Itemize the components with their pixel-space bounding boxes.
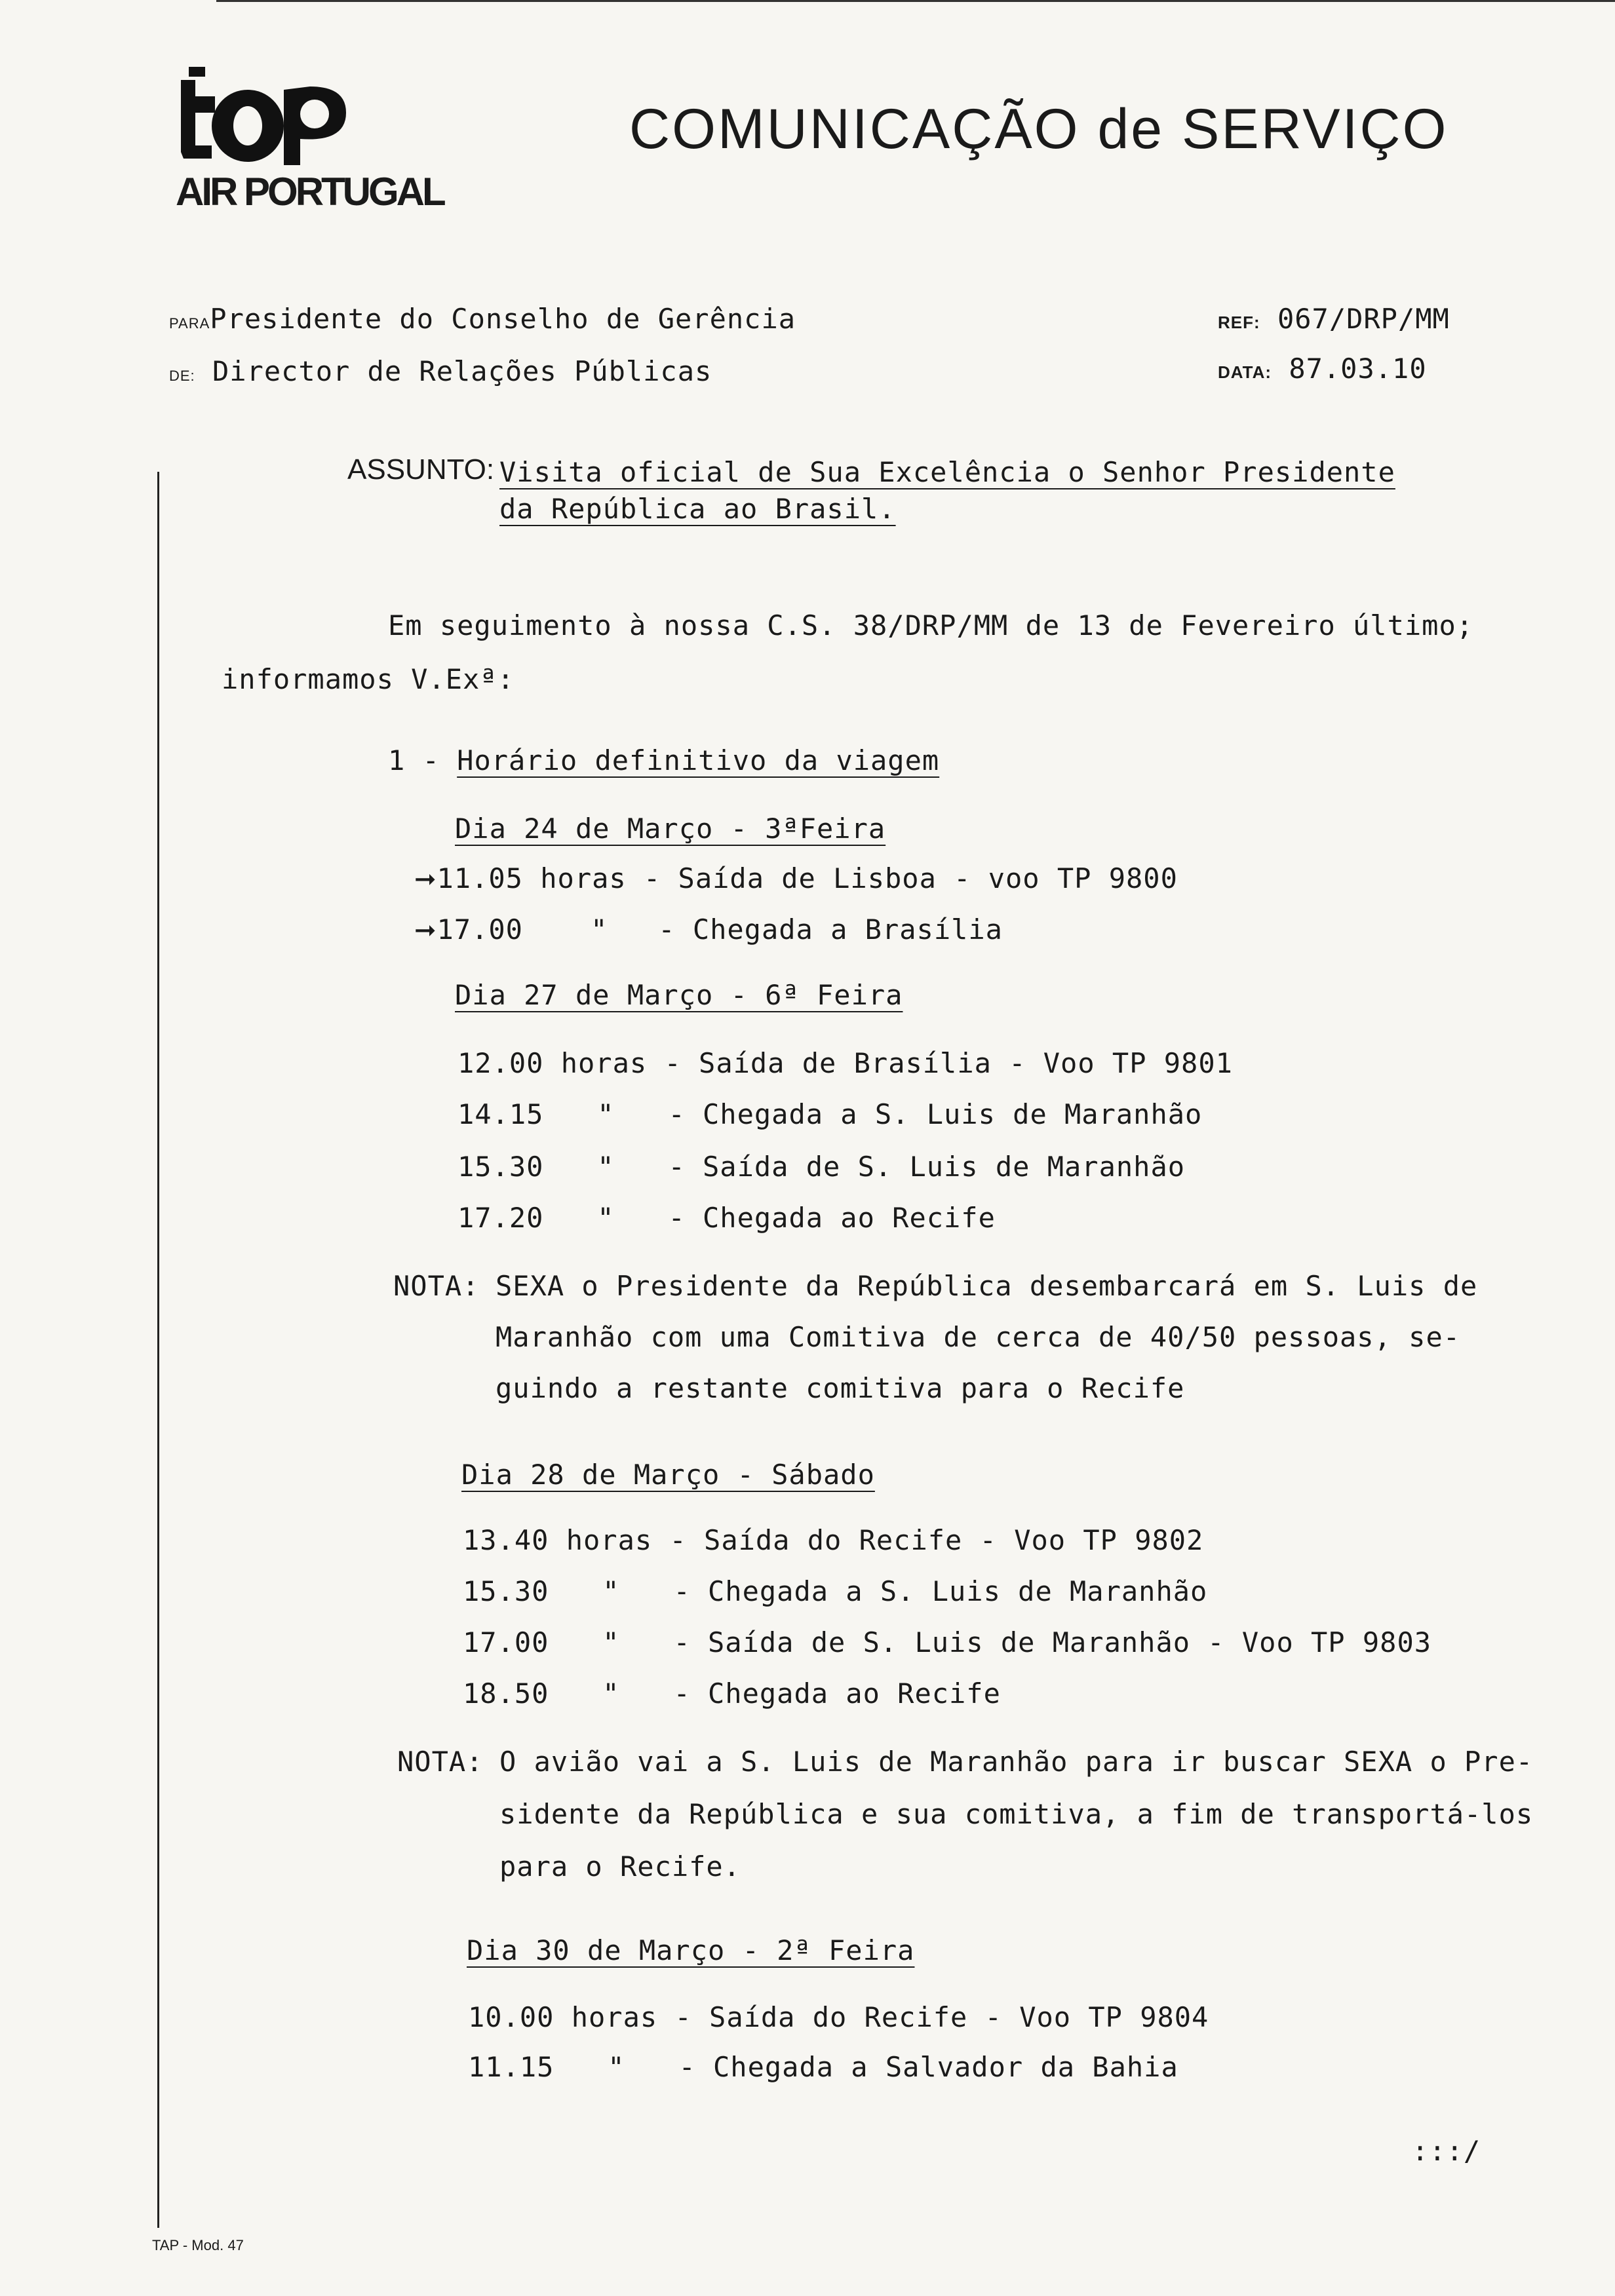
logo-text: AIR PORTUGAL: [176, 170, 444, 214]
document-title: COMUNICAÇÃO de SERVIÇO: [629, 98, 1449, 161]
schedule-row: 17.00 " - Saída de S. Luis de Maranhão - Voo TP 9803: [463, 1626, 1432, 1658]
ref-value: 067/DRP/MM: [1277, 303, 1450, 335]
handwritten-arrow-icon: ➞: [414, 864, 437, 894]
continuation-mark: :::/: [1412, 2135, 1481, 2167]
schedule-row: 11.15 " - Chegada a Salvador da Bahia: [468, 2051, 1178, 2083]
schedule-row: ➞17.00 " - Chegada a Brasília: [414, 913, 1003, 946]
schedule-row: 15.30 " - Chegada a S. Luis de Maranhão: [463, 1575, 1208, 1607]
top-rule: [216, 0, 1615, 2]
form-footer: TAP - Mod. 47: [152, 2237, 244, 2253]
nota-line: Maranhão com uma Comitiva de cerca de 40/50 pessoas, se-: [496, 1321, 1461, 1353]
intro-line1: Em seguimento à nossa C.S. 38/DRP/MM de 13 de Fevereiro último;: [388, 609, 1474, 641]
assunto-line2: da República ao Brasil.: [499, 493, 896, 525]
schedule-row: ➞11.05 horas - Saída de Lisboa - voo TP 9800: [414, 862, 1178, 894]
nota-line: sidente da República e sua comitiva, a fim de transportá-los: [499, 1798, 1534, 1830]
nota-label: NOTA:: [397, 1746, 484, 1778]
de-label: DE:: [169, 368, 195, 384]
schedule-row: 12.00 horas - Saída de Brasília - Voo TP 9801: [457, 1047, 1233, 1079]
para-label: PARA: [169, 315, 210, 332]
assunto-line1: Visita oficial de Sua Excelência o Senhor Presidente: [499, 456, 1395, 488]
nota-line: para o Recife.: [499, 1850, 741, 1883]
nota-line: O avião vai a S. Luis de Maranhão para ir buscar SEXA o Pre-: [499, 1746, 1534, 1778]
para-value: Presidente do Conselho de Gerência: [210, 303, 796, 335]
de-row: [169, 355, 712, 387]
de-value: Director de Relações Públicas: [212, 355, 712, 387]
assunto-label: ASSUNTO:: [347, 453, 495, 486]
day-heading: Dia 28 de Março - Sábado: [461, 1459, 875, 1491]
schedule-row: 15.30 " - Saída de S. Luis de Maranhão: [457, 1151, 1186, 1183]
day-heading: Dia 30 de Março - 2ª Feira: [467, 1934, 915, 1966]
handwritten-arrow-icon: ➞: [414, 915, 437, 946]
nota-line: guindo a restante comitiva para o Recife: [496, 1372, 1185, 1404]
ref-label: REF:: [1218, 313, 1260, 332]
nota-label: NOTA:: [393, 1270, 480, 1302]
schedule-row: 17.20 " - Chegada ao Recife: [457, 1202, 996, 1234]
nota-line: SEXA o Presidente da República desembarcará em S. Luis de: [496, 1270, 1478, 1302]
schedule-row: 14.15 " - Chegada a S. Luis de Maranhão: [457, 1098, 1203, 1130]
schedule-row: 18.50 " - Chegada ao Recife: [463, 1677, 1001, 1710]
tap-logo-icon: [169, 60, 366, 172]
section-number: 1 -: [388, 744, 440, 776]
data-value: 87.03.10: [1289, 353, 1427, 385]
data-row: [1218, 353, 1427, 385]
day-heading: Dia 24 de Março - 3ªFeira: [455, 813, 886, 845]
section-title: Horário definitivo da viagem: [457, 744, 940, 776]
data-label: DATA:: [1218, 362, 1272, 382]
day-heading: Dia 27 de Março - 6ª Feira: [455, 979, 903, 1011]
para-row: [169, 303, 796, 335]
schedule-row: 13.40 horas - Saída do Recife - Voo TP 9802: [463, 1524, 1204, 1556]
ref-row: [1218, 303, 1450, 335]
intro-line2: informamos V.Exª:: [222, 663, 515, 695]
section-heading: [388, 744, 939, 776]
margin-line: [157, 472, 159, 2228]
schedule-row: 10.00 horas - Saída do Recife - Voo TP 9804: [468, 2001, 1209, 2033]
